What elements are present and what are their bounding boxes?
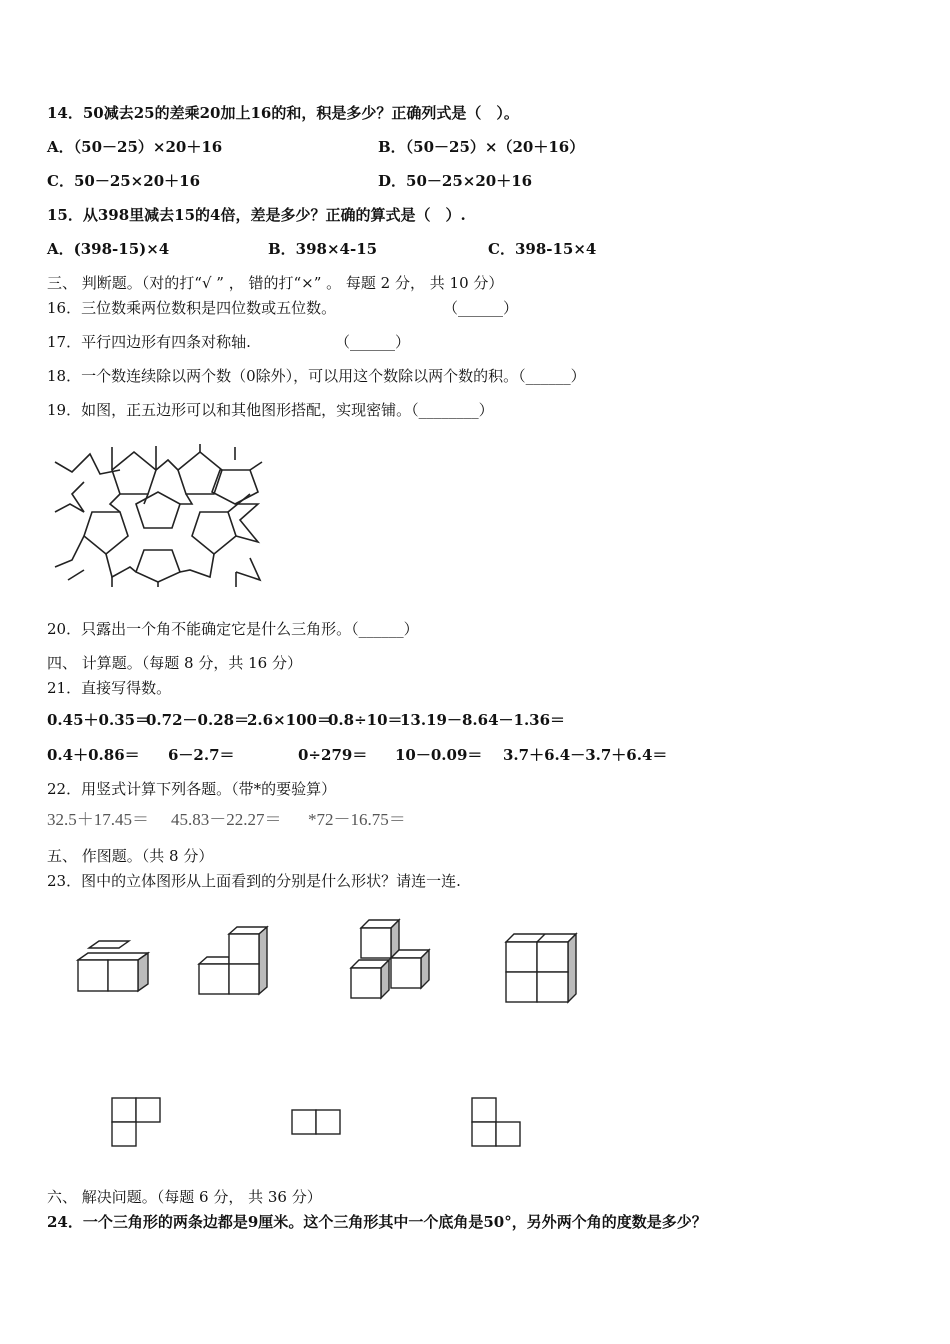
top-view-shape-1 bbox=[110, 1096, 164, 1150]
q17-text: 17．平行四边形有四条对称轴. bbox=[47, 333, 251, 351]
q15-option-a[interactable]: A．(398-15)×4 bbox=[47, 240, 170, 258]
section-4-heading: 四、 计算题。（每题 8 分，共 16 分） bbox=[47, 654, 302, 672]
q22-item[interactable]: *72－16.75＝ bbox=[308, 810, 406, 829]
q22-item[interactable]: 32.5＋17.45＝ bbox=[47, 810, 149, 829]
q17-answer-blank[interactable]: （______） bbox=[335, 333, 411, 351]
q22-stem: 22．用竖式计算下列各题。（带*的要验算） bbox=[47, 780, 337, 798]
q14-option-b[interactable]: B．（50－25）×（20＋16） bbox=[378, 138, 585, 156]
solid-figure-2 bbox=[196, 922, 276, 998]
top-view-shape-3 bbox=[470, 1096, 524, 1150]
q15-option-c[interactable]: C．398-15×4 bbox=[488, 240, 597, 258]
q15-stem: 15．从398里减去15的4倍，差是多少？正确的算式是（ ）. bbox=[47, 206, 466, 224]
section-5-heading: 五、 作图题。（共 8 分） bbox=[47, 847, 214, 865]
q14-stem: 14．50减去25的差乘20加上16的和，积是多少？正确列式是（ ）。 bbox=[47, 104, 519, 122]
q21-calc-item[interactable]: 10－0.09＝ bbox=[395, 746, 483, 764]
section-3-heading: 三、 判断题。（对的打“√ ” ， 错的打“×” 。 每题 2 分， 共 10 分） bbox=[47, 274, 504, 292]
q16-text: 16．三位数乘两位数积是四位数或五位数。 bbox=[47, 299, 337, 317]
q21-calc-item[interactable]: 0÷279＝ bbox=[298, 746, 368, 764]
q21-calc-item[interactable]: 0.45＋0.35＝ bbox=[47, 711, 151, 729]
q16-answer-blank[interactable]: （______） bbox=[443, 299, 519, 317]
pentagon-tiling-figure bbox=[50, 442, 265, 587]
q21-calc-item[interactable]: 3.7＋6.4－3.7＋6.4＝ bbox=[503, 746, 668, 764]
q15-option-b[interactable]: B．398×4-15 bbox=[268, 240, 378, 258]
q20-text: 20．只露出一个角不能确定它是什么三角形。（______） bbox=[47, 620, 419, 638]
q21-calc-item[interactable]: 0.72－0.28＝ bbox=[146, 711, 250, 729]
solid-figure-3 bbox=[347, 916, 437, 1000]
q21-calc-item[interactable]: 0.8÷10＝ bbox=[328, 711, 403, 729]
q18-text: 18．一个数连续除以两个数（0除外），可以用这个数除以两个数的积。（______） bbox=[47, 367, 586, 385]
q21-calc-item[interactable]: 13.19－8.64－1.36＝ bbox=[400, 711, 566, 729]
q24-text: 24．一个三角形的两条边都是9厘米。这个三角形其中一个底角是50°，另外两个角的度数是多少？ bbox=[47, 1213, 707, 1231]
solid-figure-1 bbox=[75, 938, 155, 996]
q21-calc-item[interactable]: 6－2.7＝ bbox=[168, 746, 235, 764]
q23-stem: 23．图中的立体图形从上面看到的分别是什么形状？请连一连. bbox=[47, 872, 461, 890]
q21-calc-item[interactable]: 2.6×100＝ bbox=[247, 711, 332, 729]
top-view-shape-2 bbox=[290, 1108, 344, 1138]
q21-stem: 21．直接写得数。 bbox=[47, 679, 172, 697]
q14-option-c[interactable]: C．50－25×20＋16 bbox=[47, 172, 201, 190]
solid-figure-4 bbox=[503, 930, 583, 1006]
q19-text: 19．如图，正五边形可以和其他图形搭配，实现密铺。（________） bbox=[47, 401, 494, 419]
q21-calc-item[interactable]: 0.4＋0.86＝ bbox=[47, 746, 140, 764]
q14-option-a[interactable]: A．（50－25）×20＋16 bbox=[47, 138, 223, 156]
q14-option-d[interactable]: D．50－25×20＋16 bbox=[378, 172, 533, 190]
section-6-heading: 六、 解决问题。（每题 6 分， 共 36 分） bbox=[47, 1188, 322, 1206]
q22-item[interactable]: 45.83－22.27＝ bbox=[171, 810, 282, 829]
